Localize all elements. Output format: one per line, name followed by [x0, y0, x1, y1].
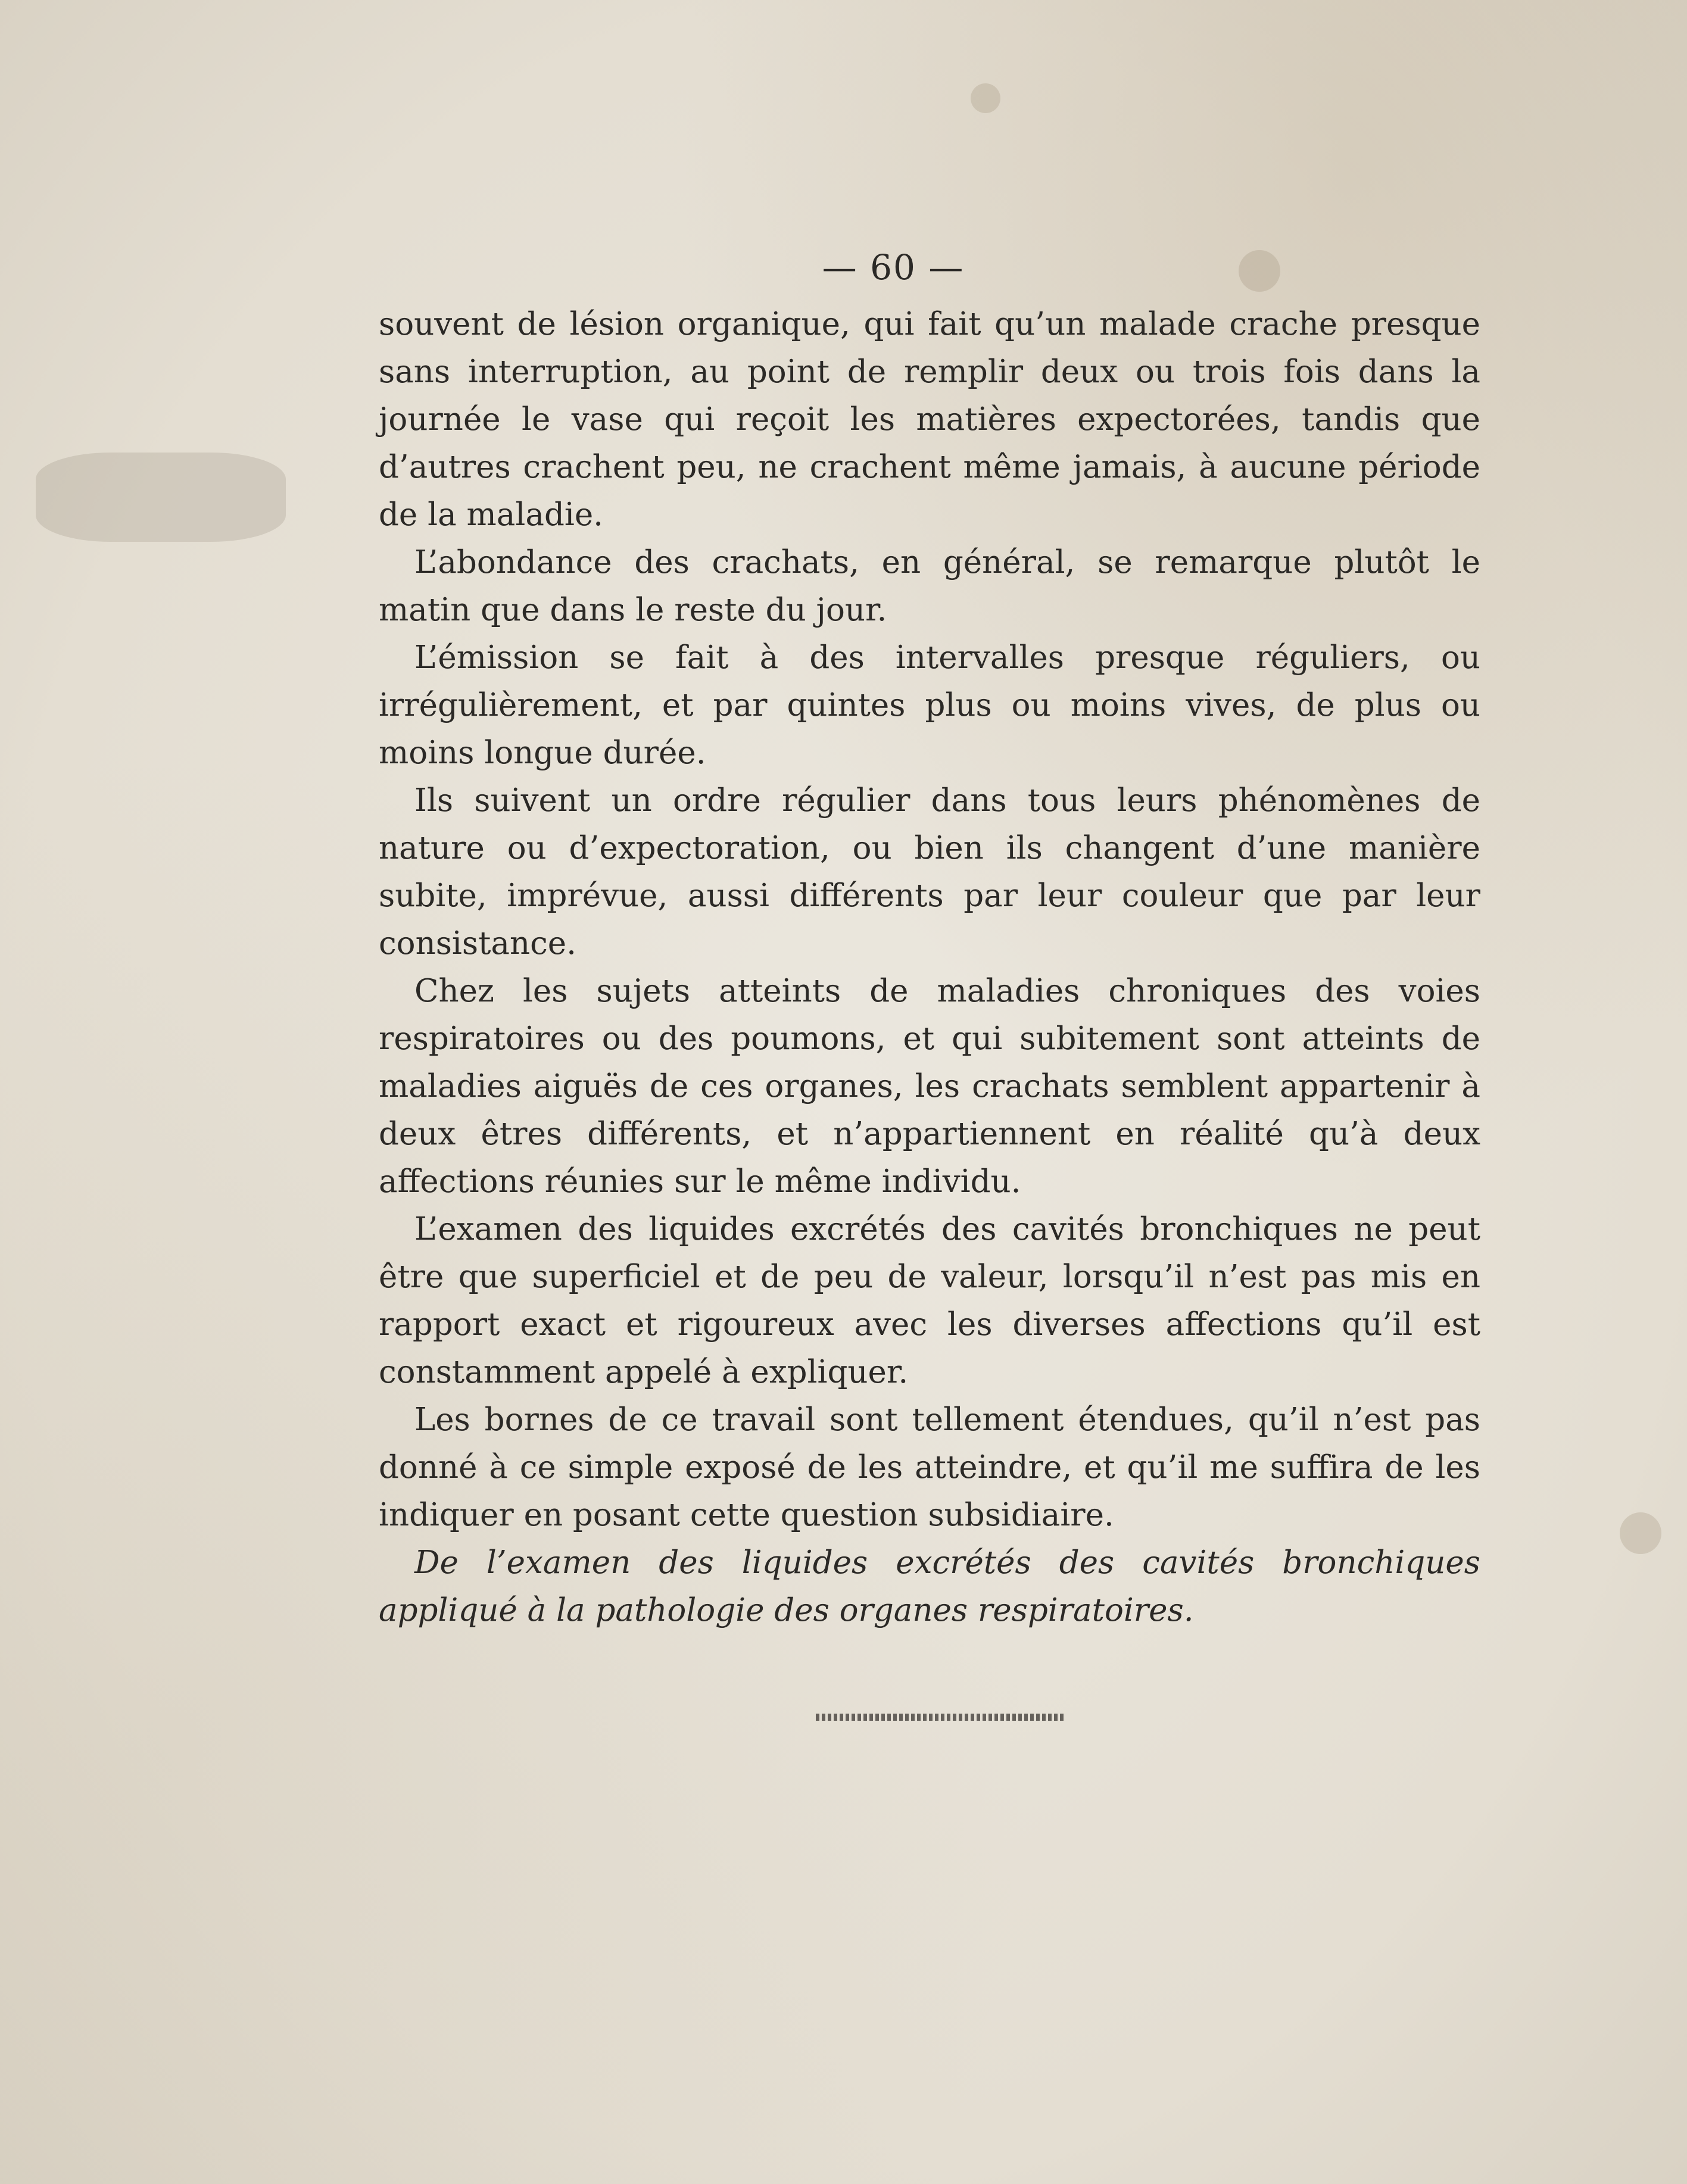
question-subsidiary: De l’examen des liquides excrétés des cavités bronchiques appliqué à la pathologie des organes respiratoires.	[379, 1545, 1480, 1628]
page-number: — 60 —	[822, 247, 965, 288]
ornamental-rule	[816, 1714, 1066, 1721]
paragraph-7: Les bornes de ce travail sont tellement étendues, qu’il n’est pas donné à ce simple exposé de les atteindre, et qu’il me suffira de les indiquer en posant cette question subsidiaire.	[379, 1402, 1480, 1533]
paragraph-3: L’émission se fait à des intervalles presque réguliers, ou irrégulièrement, et par quintes plus ou moins vives, de plus ou moins longue durée.	[379, 639, 1480, 771]
paragraph-1: souvent de lésion organique, qui fait qu’un malade crache presque sans interruption, au point de remplir deux ou trois fois dans la journée le vase qui reçoit les matières expectorées, tandis que d’autres crachent peu, ne crachent même jamais, à aucune période de la maladie.	[379, 306, 1480, 533]
paragraph-2: L’abondance des crachats, en général, se remarque plutôt le matin que dans le reste du jour.	[379, 544, 1480, 628]
paper-stain	[36, 453, 286, 542]
paragraph-5: Chez les sujets atteints de maladies chroniques des voies respiratoires ou des poumons, et qui subitement sont atteints de maladies aiguës de ces organes, les crachats semblent appartenir à deux êtres différents, et n’appartiennent en réalité qu’à deux affections réunies sur le même individu.	[379, 973, 1480, 1200]
paragraph-6: L’examen des liquides excrétés des cavités bronchiques ne peut être que superficiel et de peu de valeur, lorsqu’il n’est pas mis en rapport exact et rigoureux avec les diverses affections qu’il est constamment appelé à expliquer.	[379, 1211, 1480, 1390]
paper-stain	[971, 83, 1000, 113]
paragraph-4: Ils suivent un ordre régulier dans tous leurs phénomènes de nature ou d’expectoration, ou bien ils changent d’une manière subite, imprévue, aussi différents par leur couleur que par leur consistance.	[379, 782, 1480, 962]
paper-stain	[1239, 250, 1280, 292]
body-text	[379, 301, 1480, 1634]
paper-stain	[1620, 1512, 1661, 1554]
